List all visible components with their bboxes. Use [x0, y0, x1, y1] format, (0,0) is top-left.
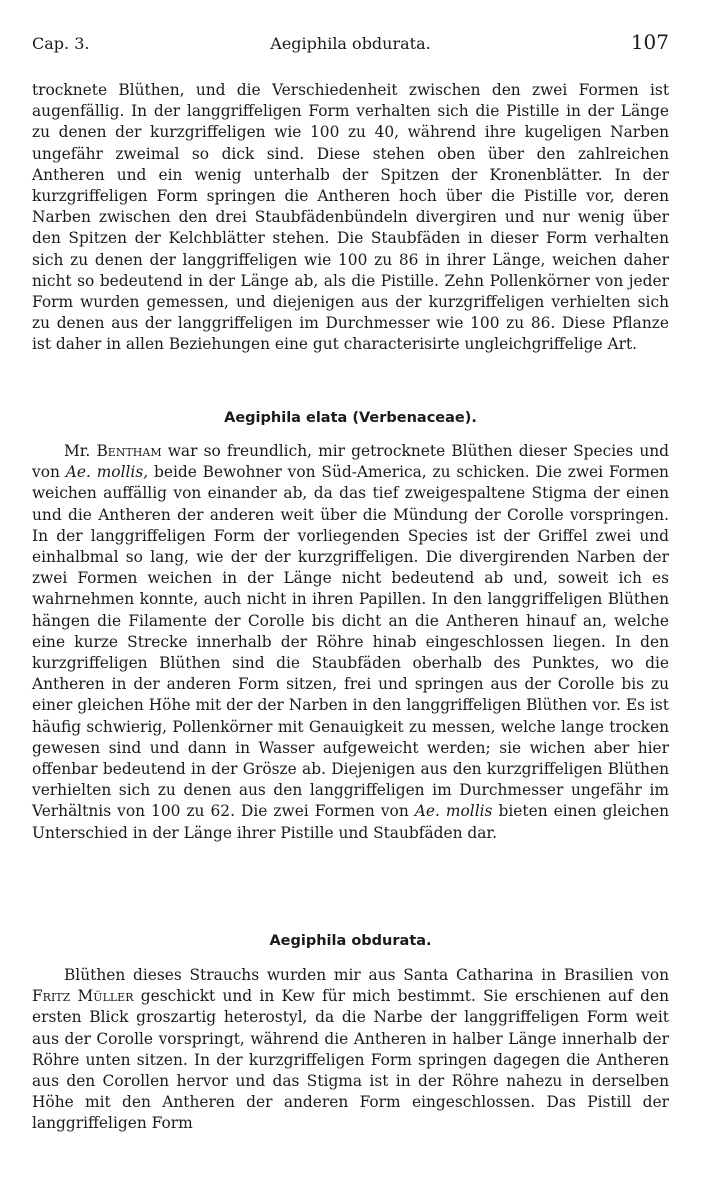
paragraph-aegiphila-obdurata [32, 965, 669, 1135]
page-number: 107 [630, 30, 669, 54]
author-name-fritz-mueller: Fritz Müller [32, 987, 134, 1006]
text-segment: bieten einen gleichen Unterschied in der Länge ihrer Pistille und Staubfäden dar. [32, 802, 669, 842]
paragraph-aegiphila-elata [32, 441, 669, 844]
running-header [32, 30, 669, 56]
section-title-aegiphila-elata: Aegiphila elata (Verbenaceae). [224, 410, 477, 426]
text-segment: beide Bewohner von Süd-America, zu schicken. Die zwei Formen weichen auffällig von einander ab, da das tief zweigespaltene Stigma der einen und die Antheren der anderen weit über die Mündung der Corolle vorspringen. In der langgriffeligen Form der vorliegenden Species ist der Griffel zwei und einhalbmal so lang, wie der der kurzgriffeligen. Die divergirenden Narben der zwei Formen weichen in der Länge nicht bedeutend ab und, soweit ich es wahrnehmen konnte, auch nicht in ihren Papillen. In den langgriffeligen Blüthen hängen die Filamente der Corolle bis dicht an die Antheren hinauf an, welche eine kurze Strecke innerhalb der Röhre hinab eingeschlossen liegen. In den kurzgriffeligen Blüthen sind die Staubfäden oberhalb des Punktes, wo die Antheren in der anderen Form sitzen, frei und springen aus der Corolle bis zu einer gleichen Höhe mit der der Narben in den langgriffeligen Blüthen vor. Es ist häufig schwierig, Pollenkörner mit Genauigkeit zu messen, welche lange trocken gewesen sind und dann in Wasser aufgeweicht werden; sie wichen aber hier offenbar bedeutend in der Grösze ab. Diejenigen aus den kurzgriffeligen Blüthen verhielten sich zu denen aus den langgriffeligen im Durchmesser ungefähr im Verhältnis von 100 zu 62. Die zwei Formen von [32, 463, 669, 821]
text-segment: Mr. [64, 442, 91, 460]
chapter-label: Cap. 3. [32, 34, 90, 53]
running-title: Aegiphila obdurata. [270, 34, 431, 53]
section-title-aegiphila-obdurata: Aegiphila obdurata. [269, 933, 432, 949]
text-segment: war so freundlich, mir getrocknete Blüthen dieser Species und von [32, 442, 669, 482]
author-name-bentham: Bentham [96, 442, 162, 460]
species-name: Ae. mollis [414, 802, 493, 821]
text-segment: geschickt und in Kew für mich bestimmt. Sie erschienen auf den ersten Blick groszartig heterostyl, da die Narbe der langgriffeligen Form weit aus der Corolle vorspringt, während die Antheren in halber Länge innerhalb der Röhre unten sitzen. In der kurzgriffeligen Form springen dagegen die Antheren aus den Corollen hervor und das Stigma ist in der Röhre nahezu in derselben Höhe mit den Antheren der anderen Form eingeschlossen. Das Pistill der langgriffeligen Form [32, 987, 669, 1133]
paragraph-continued: trocknete Blüthen, und die Verschiedenheit zwischen den zwei Formen ist augenfällig. In der langgriffeligen Form verhalten sich die Pistille in der Länge zu denen der kurzgriffeligen wie 100 zu 40, während ihre kugeligen Narben ungefähr zweimal so dick sind. Diese stehen oben über den zahlreichen Antheren und ein wenig unterhalb der Spitzen der Kronenblätter. In der kurzgriffeligen Form springen die Antheren hoch über die Pistille vor, deren Narben zwischen den drei Staubfädenbündeln divergiren und nur wenig über den Spitzen der Kelchblätter stehen. Die Staubfäden in dieser Form verhalten sich zu denen der langgriffeligen wie 100 zu 86 in ihrer Länge, weichen daher nicht so bedeutend in der Länge ab, als die Pistille. Zehn Pollenkörner von jeder Form wurden gemessen, und diejenigen aus der kurzgriffeligen verhielten sich zu denen aus der langgriffeligen im Durchmesser wie 100 zu 86. Diese Pflanze ist daher in allen Beziehungen eine gut characterisirte ungleichgriffelige Art. [32, 81, 669, 354]
text-segment: Blüthen dieses Strauchs wurden mir aus Santa Catharina in Brasilien von [64, 966, 669, 984]
species-name: Ae. mollis, [65, 463, 149, 482]
